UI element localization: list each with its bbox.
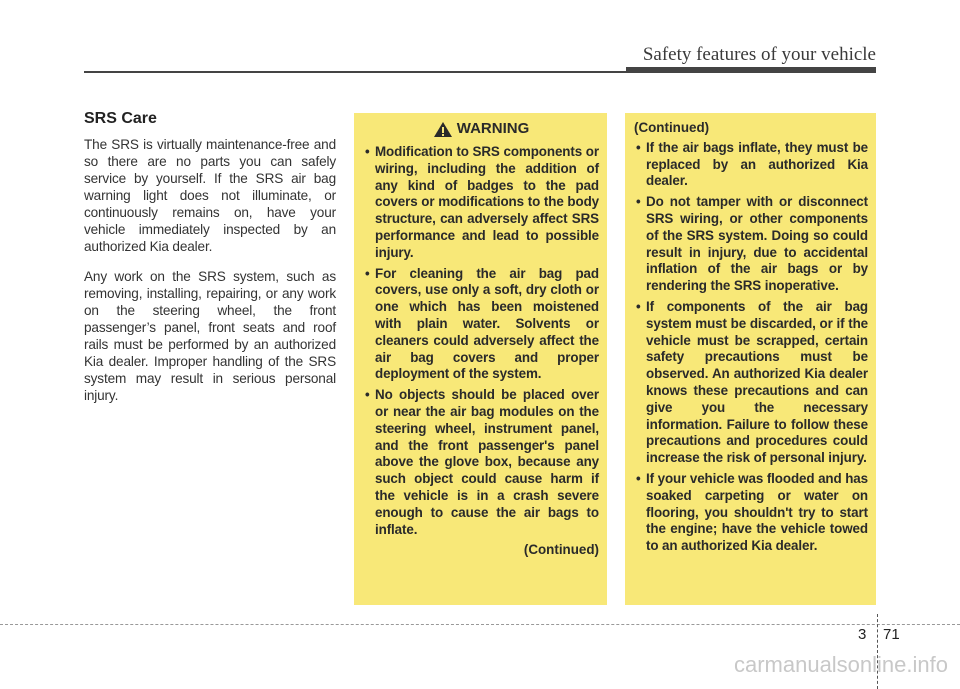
header-rule-accent — [626, 67, 876, 73]
continued-label: (Continued) — [523, 542, 599, 558]
list-item: • For cleaning the air bag pad covers, use only a soft, dry cloth or one which has been moistened with plain water. Solvents or cleaners could adversely affect the air bag covers and proper deployment of the system. — [363, 266, 599, 384]
section-title: SRS Care — [84, 110, 157, 127]
paragraph-maintenance: The SRS is virtually maintenance-free and so there are no parts you can safely service by yourself. If the SRS air bag warning light does not illuminate, or continuously remains on, have your vehicle immediately inspected by an authorized Kia dealer. — [84, 137, 336, 254]
list-item: • If the air bags inflate, they must be replaced by an authorized Kia dealer. — [634, 140, 868, 190]
warning-box — [354, 113, 607, 605]
list-item: • Modification to SRS components or wiring, including the addition of any kind of badges to the pad covers or modifications to the body structure, can adversely affect SRS performance and lead to possible injury. — [363, 144, 599, 262]
watermark: carmanualsonline.info — [733, 652, 948, 677]
header-title: Safety features of your vehicle — [642, 44, 876, 65]
paragraph-srs-work: Any work on the SRS system, such as removing, installing, repairing, or any work on the steering wheel, the front passenger’s panel, front seats and roof rails must be performed by an authorized Kia dealer. Improper handling of the SRS system may result in serious personal injury. — [84, 269, 336, 403]
warning-heading — [363, 121, 599, 138]
list-item: • Do not tamper with or disconnect SRS wiring, or other components of the SRS system. Doing so could result in injury, due to accidental inflation of the air bags or by rendering the SRS inoperative. — [634, 194, 868, 295]
page-number: 71 — [883, 626, 900, 643]
chapter-number: 3 — [858, 626, 867, 643]
list-item: • If components of the air bag system must be discarded, or if the vehicle must be scrapped, certain safety precautions must be observed. An authorized Kia dealer knows these precautions and can give you the necessary information. Failure to follow these precautions and procedures could increase the risk of personal injury. — [634, 299, 868, 467]
continued-heading: (Continued) — [634, 120, 710, 135]
list-item: • No objects should be placed over or near the air bag modules on the steering wheel, instrument panel, and the front passenger's panel above the glove box, because any such object could cause harm if the vehicle is in a crash severe enough to cause the air bags to inflate. — [363, 387, 599, 538]
list-item: • If your vehicle was flooded and has soaked carpeting or water on flooring, you shouldn't try to start the engine; have the vehicle towed to an authorized Kia dealer. — [634, 471, 868, 555]
warning-triangle-icon — [433, 121, 453, 138]
footer-rule — [0, 624, 960, 625]
continued-box — [625, 113, 876, 605]
warning-label: WARNING — [456, 120, 530, 138]
srs-care-section — [84, 110, 336, 417]
continued-list — [634, 140, 868, 555]
warning-list — [363, 144, 599, 538]
